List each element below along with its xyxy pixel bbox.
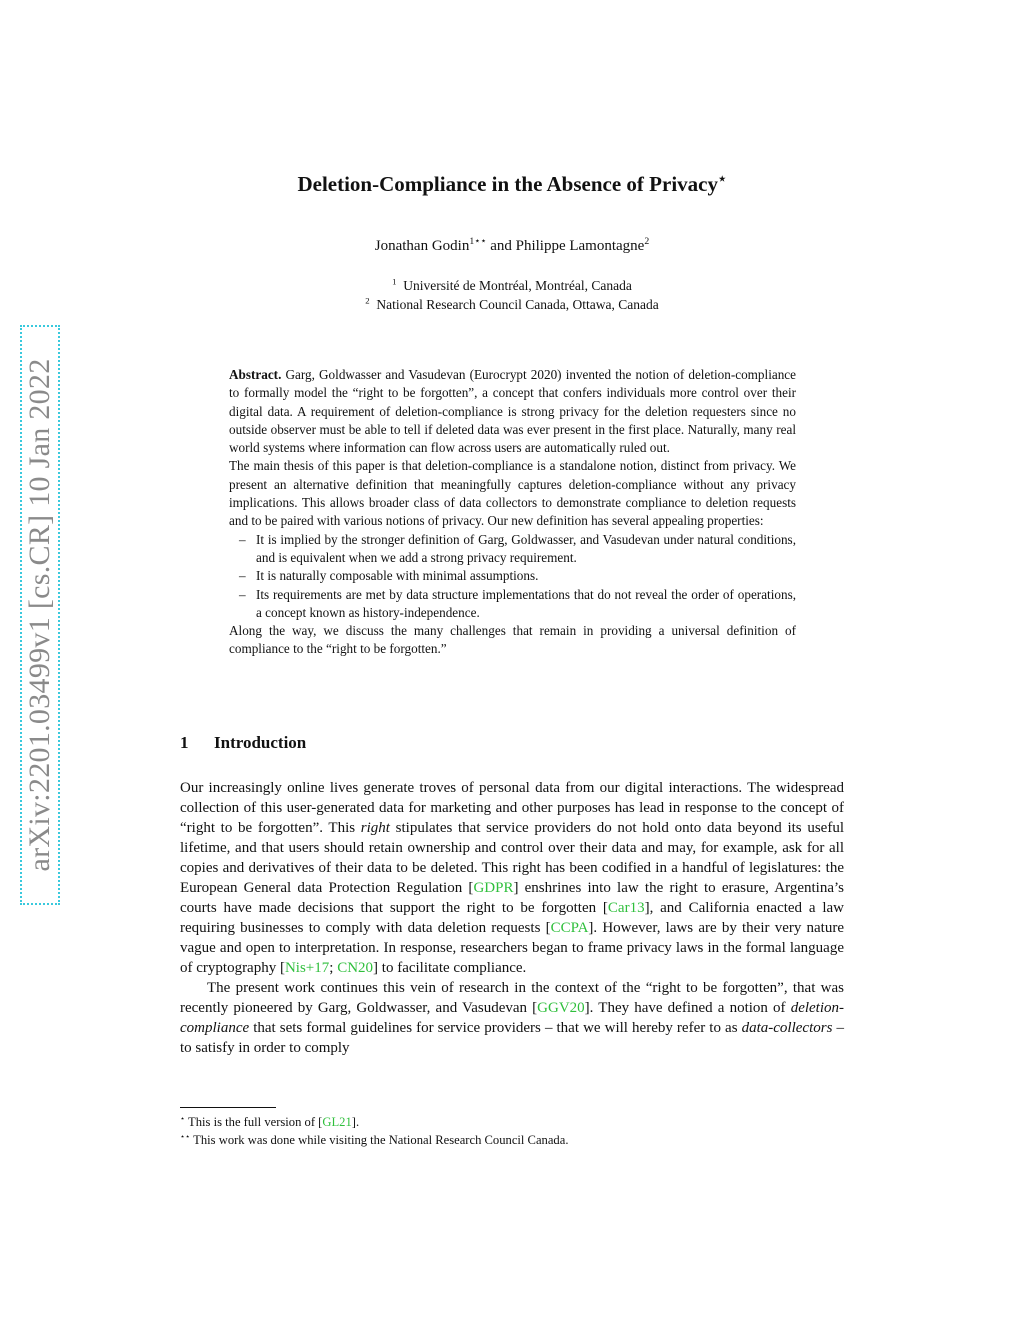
paper-title <box>180 172 844 197</box>
affiliation-1-text: Université de Montréal, Montréal, Canada <box>403 278 632 293</box>
footnote-2 <box>180 1131 844 1149</box>
citation-link-ggv20[interactable]: GGV20 <box>537 1000 585 1016</box>
emphasis: deletion-compliance <box>180 1000 845 1036</box>
citation-link-gdpr[interactable]: GDPR <box>473 880 514 896</box>
text-run: This work was done while visiting the National Research Council Canada. <box>190 1133 569 1147</box>
text-run: ]. However, laws are by their very nature vague and open to interpretation. In response, researchers began to frame privacy laws in the formal language of cryptography [ <box>180 920 845 976</box>
abstract-text-1: Garg, Goldwasser and Vasudevan (Eurocrypt 2020) invented the notion of deletion-compliance to formally model the “right to be forgotten”, a concept that confers individuals more control over their digital data. A requirement of deletion-compliance is strong privacy for the deletion requesters since no outside observer must be able to tell if deleted data was ever present in the first place. Naturally, many real world systems where information can flow across users are automatically ruled out. <box>229 367 797 456</box>
section-number: 1 <box>180 733 189 752</box>
author-conjunction: and <box>486 238 516 254</box>
footnote-2-mark: ⋆⋆ <box>180 1131 191 1141</box>
abstract-paragraph-2: The main thesis of this paper is that deletion-compliance is a standalone notion, distinct from privacy. We present an alternative definition that meaningfully captures deletion-compliance without any privacy implications. This allows broader class of data collectors to demonstrate compliance to deletion requests and to be paired with various notions of privacy. Our new definition has several appealing properties: <box>229 458 796 529</box>
body-paragraph-2 <box>180 978 844 1058</box>
text-run: ], and California enacted a law requiring businesses to comply with data deletion requests [ <box>180 900 844 936</box>
abstract-paragraph-3: Along the way, we discuss the many challenges that remain in providing a universal definition of compliance to the “right to be forgotten.” <box>229 623 796 657</box>
arxiv-identifier-text: arXiv:2201.03499v1 [cs.CR] 10 Jan 2022 <box>23 358 56 872</box>
text-run: ] to facilitate compliance. <box>373 960 527 976</box>
author-name-2: Philippe Lamontagne <box>515 238 645 254</box>
emphasis: data-collectors <box>741 1020 833 1036</box>
abstract-bullet-list <box>229 531 796 622</box>
author-list <box>180 238 844 255</box>
affiliation-list <box>180 276 844 314</box>
abstract-paragraph-1 <box>229 366 796 457</box>
title-footnote-mark: ⋆ <box>717 171 727 186</box>
author-2-mark: 2 <box>644 236 650 247</box>
affiliation-2-mark: 2 <box>365 295 370 306</box>
body-paragraph-1 <box>180 778 844 978</box>
paper-title-text: Deletion-Compliance in the Absence of Privacy <box>297 172 718 196</box>
citation-link-gl21[interactable]: GL21 <box>322 1115 352 1129</box>
text-run: stipulates that service providers do not hold onto data beyond its useful lifetime, and that users should retain ownership and control over their data and may, for example, ask for all copies and derivatives of their data to be deleted. This right has been codified in a handful of legislatures: the European General data Protection Regulation [ <box>180 820 844 896</box>
text-run: ] enshrines into law the right to erasure, Argentina’s courts have made decisions that support the right to be forgotten [ <box>180 880 844 916</box>
footnote-1 <box>180 1113 844 1131</box>
abstract-label: Abstract. <box>229 367 282 382</box>
text-run: Our increasingly online lives generate troves of personal data from our digital interactions. The widespread collection of this user-generated data for marketing and other purposes has lead in response to the concept of “right to be forgotten”. This <box>180 780 844 836</box>
footnotes <box>180 1113 844 1149</box>
text-run: The present work continues this vein of research in the context of the “right to be forgotten”, that was recently pioneered by Garg, Goldwasser, and Vasudevan [ <box>180 980 844 1016</box>
text-run: ; <box>329 960 338 976</box>
text-run: ]. <box>351 1115 360 1129</box>
text-run: that sets formal guidelines for service providers – that we will hereby refer to as <box>249 1020 742 1036</box>
abstract-bullet: – It is naturally composable with minimal assumptions. <box>229 567 796 585</box>
text-run: This is the full version of [ <box>185 1115 323 1129</box>
body-text <box>180 778 844 1058</box>
abstract <box>229 366 796 659</box>
section-heading <box>180 733 306 753</box>
abstract-bullet: – It is implied by the stronger definition of Garg, Goldwasser, and Vasudevan under natural conditions, and is equivalent when we add a strong privacy requirement. <box>229 531 796 568</box>
affiliation-2-text: National Research Council Canada, Ottawa, Canada <box>376 297 659 312</box>
footnote-divider <box>180 1107 276 1108</box>
citation-link-ccpa[interactable]: CCPA <box>550 920 589 936</box>
citation-link-nis17[interactable]: Nis+17 <box>284 960 330 976</box>
abstract-bullet: – Its requirements are met by data structure implementations that do not reveal the order of operations, a concept known as history-independence. <box>229 586 796 623</box>
affiliation-1 <box>180 276 844 295</box>
footnote-1-mark: ⋆ <box>180 1113 186 1123</box>
emphasis: right <box>360 820 390 836</box>
author-name-1: Jonathan Godin <box>374 238 470 254</box>
section-title: Introduction <box>214 733 307 752</box>
arxiv-identifier-stamp[interactable] <box>20 325 60 905</box>
text-run: ]. They have defined a notion of <box>584 1000 791 1016</box>
affiliation-2 <box>180 295 844 314</box>
affiliation-1-mark: 1 <box>392 276 397 287</box>
text-run: – to satisfy in order to comply <box>180 1020 845 1056</box>
citation-link-car13[interactable]: Car13 <box>607 900 645 916</box>
citation-link-cn20[interactable]: CN20 <box>337 960 374 976</box>
author-1-marks: 1⋆⋆ <box>469 236 487 247</box>
